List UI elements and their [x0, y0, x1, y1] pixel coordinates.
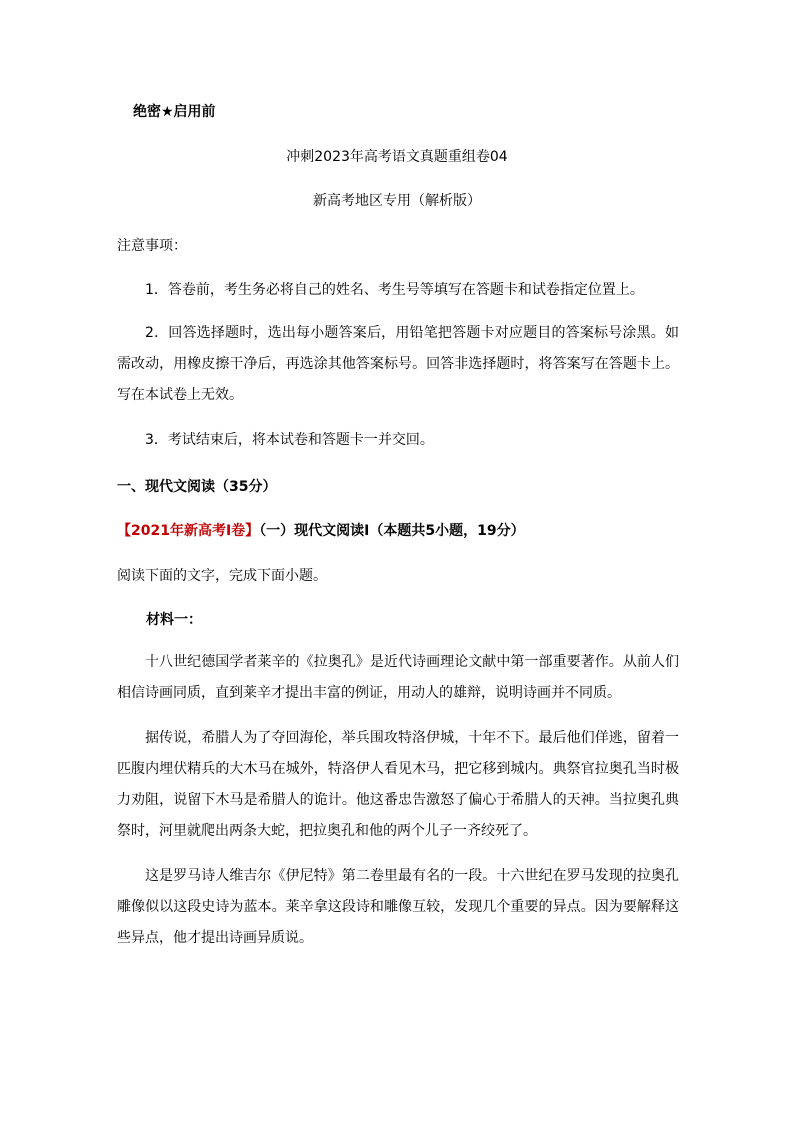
part-title: （一）现代文阅读Ⅰ（本题共5小题，19分） [259, 523, 525, 539]
notice-item-3: 3．考试结束后，将本试卷和答题卡一并交回。 [145, 432, 434, 448]
secret-label: 绝密★启用前 [133, 104, 216, 120]
material-paragraph-3: 这是罗马诗人维吉尔《伊尼特》第二卷里最有名的一段。十六世纪在罗马发现的拉奥孔雕像似以这段史诗为蓝本。莱辛拿这段诗和雕像互较，发现几个重要的异点。因为要解释这些异点，他才提出诗画异质说。 [117, 868, 679, 946]
notice-item-1: 1．答卷前，考生务必将自己的姓名、考生号等填写在答题卡和试卷指定位置上。 [145, 282, 644, 298]
material-paragraph-1: 十八世纪德国学者莱辛的《拉奥孔》是近代诗画理论文献中第一部重要著作。从前人们相信诗画同质，直到莱辛才提出丰富的例证，用动人的雄辩，说明诗画并不同质。 [117, 654, 679, 701]
notice-heading: 注意事项： [117, 238, 187, 254]
exam-title: 冲刺2023年高考语文真题重组卷04 [286, 149, 508, 165]
question-header [117, 521, 525, 541]
exam-subtitle: 新高考地区专用（解析版） [313, 193, 481, 209]
material-label: 材料一： [146, 612, 202, 628]
source-tag: 【2021年新高考Ⅰ卷】 [117, 523, 260, 539]
material-paragraph-2: 据传说，希腊人为了夺回海伦，举兵围攻特洛伊城，十年不下。最后他们佯逃，留着一匹腹内埋伏精兵的大木马在城外，特洛伊人看见木马，把它移到城内。典祭官拉奥孔当时极力劝阻，说留下木马是希腊人的诡计。他这番忠告激怒了偏心于希腊人的天神。当拉奥孔典祭时，河里就爬出两条大蛇，把拉奥孔和他的两个儿子一齐绞死了。 [117, 730, 679, 839]
section-heading: 一、现代文阅读（35分） [117, 479, 277, 495]
notice-item-2: 2．回答选择题时，选出每小题答案后，用铅笔把答题卡对应题目的答案标号涂黑。如需改动，用橡皮擦干净后，再选涂其他答案标号。回答非选择题时，将答案写在答题卡上。写在本试卷上无效。 [117, 325, 679, 403]
reading-instruction: 阅读下面的文字，完成下面小题。 [117, 568, 327, 584]
